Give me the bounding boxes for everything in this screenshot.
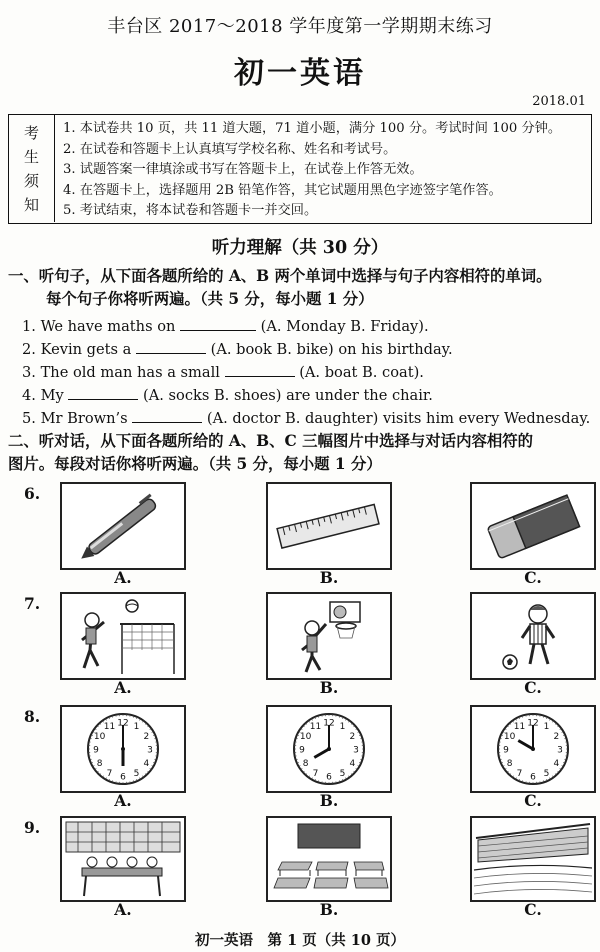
- football-icon[interactable]: [470, 592, 596, 680]
- option-label: A.: [114, 900, 132, 919]
- svg-text:6: 6: [326, 772, 332, 783]
- notice-label-char: 生: [23, 148, 39, 167]
- svg-text:8: 8: [506, 759, 513, 769]
- question-9-number: 9.: [24, 818, 41, 837]
- question-8-number: 8.: [24, 707, 41, 726]
- clock-eight-icon[interactable]: [266, 705, 392, 793]
- page-footer: 初一英语 第 1 页（共 10 页）: [195, 932, 405, 949]
- svg-text:7: 7: [516, 768, 523, 779]
- library-icon[interactable]: [60, 816, 186, 902]
- answer-blank[interactable]: [68, 385, 138, 400]
- notice-list: [63, 119, 561, 222]
- svg-text:12: 12: [323, 718, 335, 729]
- option-label: A.: [114, 568, 132, 587]
- section-title: 听力理解（共 30 分）: [211, 238, 389, 258]
- svg-text:5: 5: [133, 768, 140, 779]
- svg-text:1: 1: [339, 722, 346, 733]
- part2-heading-line2: 图片。每段对话你将听两遍。（共 5 分，每小题 1 分）: [8, 455, 382, 473]
- question-4: 4. My (A. socks B. shoes) are under the chair.: [22, 387, 433, 404]
- clock-six-icon[interactable]: [60, 705, 186, 793]
- clock-ten-icon[interactable]: [470, 705, 596, 793]
- answer-blank[interactable]: [136, 339, 206, 354]
- svg-text:4: 4: [553, 759, 560, 769]
- option-label: B.: [319, 791, 339, 810]
- svg-text:3: 3: [557, 745, 563, 756]
- question-6-number: 6.: [24, 484, 41, 503]
- notice-item: 4. 在答题卡上，选择题用 2B 铅笔作答，其它试题用黑色字迹签字笔作答。: [63, 182, 502, 198]
- exam-title: 丰台区 2017～2018 学年度第一学期期末练习: [107, 16, 493, 37]
- question-2: 2. Kevin gets a (A. book B. bike) on his birthday.: [22, 341, 453, 358]
- question-3: 3. The old man has a small (A. boat B. coat).: [22, 364, 424, 381]
- option-label: C.: [524, 568, 542, 587]
- stadium-icon[interactable]: [470, 816, 596, 902]
- part1-heading-line1: 一、听句子，从下面各题所给的 A、B 两个单词中选择与句子内容相符的单词。: [8, 267, 552, 285]
- exam-date: 2018.01: [532, 94, 586, 109]
- notice-item: 1. 本试卷共 10 页，共 11 道大题，71 道小题，满分 100 分。考试时间 100 分钟。: [63, 121, 562, 136]
- svg-text:4: 4: [349, 759, 356, 769]
- notice-label-char: 知: [23, 195, 39, 214]
- answer-blank[interactable]: [180, 316, 256, 331]
- option-label: C.: [524, 900, 542, 919]
- svg-text:4: 4: [143, 759, 150, 769]
- part1-heading-line2: 每个句子你将听两遍。（共 5 分，每小题 1 分）: [46, 290, 374, 308]
- svg-text:11: 11: [103, 722, 116, 733]
- pen-icon[interactable]: [60, 482, 186, 570]
- part1-heading: [8, 265, 594, 311]
- option-label: C.: [524, 791, 542, 810]
- volleyball-icon[interactable]: [60, 592, 186, 680]
- classroom-icon[interactable]: [266, 816, 392, 902]
- notice-label: [9, 115, 55, 222]
- svg-text:9: 9: [93, 745, 99, 756]
- svg-text:12: 12: [117, 718, 129, 729]
- part2-heading: [8, 430, 594, 476]
- svg-text:10: 10: [299, 732, 312, 742]
- svg-text:7: 7: [106, 768, 113, 779]
- svg-text:3: 3: [147, 745, 153, 756]
- question-7-number: 7.: [24, 594, 41, 613]
- svg-text:2: 2: [143, 732, 150, 742]
- basketball-icon[interactable]: [266, 592, 392, 680]
- option-label: B.: [319, 568, 339, 587]
- option-label: B.: [319, 900, 339, 919]
- option-label: A.: [114, 678, 132, 697]
- option-label: C.: [524, 678, 542, 697]
- svg-text:11: 11: [309, 722, 322, 733]
- svg-text:12: 12: [527, 718, 539, 729]
- answer-blank[interactable]: [132, 408, 202, 423]
- eraser-icon[interactable]: [470, 482, 596, 570]
- question-5: 5. Mr Brown’s (A. doctor B. daughter) visits him every Wednesday.: [22, 410, 591, 427]
- subject-title: 初一英语: [234, 56, 366, 91]
- svg-text:3: 3: [353, 745, 359, 756]
- svg-text:5: 5: [543, 768, 550, 779]
- svg-text:8: 8: [96, 759, 103, 769]
- svg-text:9: 9: [299, 745, 305, 756]
- notice-label-char: 须: [23, 171, 39, 190]
- answer-blank[interactable]: [225, 362, 295, 377]
- svg-text:2: 2: [349, 732, 356, 742]
- notice-box: [8, 114, 592, 224]
- notice-item: 5. 考试结束，将本试卷和答题卡一并交回。: [63, 203, 318, 218]
- svg-text:5: 5: [339, 768, 346, 779]
- question-1: 1. We have maths on (A. Monday B. Friday).: [22, 318, 429, 335]
- option-label: A.: [114, 791, 132, 810]
- part2-heading-line1: 二、听对话，从下面各题所给的 A、B、C 三幅图片中选择与对话内容相符的: [8, 432, 534, 450]
- notice-item: 2. 在试卷和答题卡上认真填写学校名称、姓名和考试号。: [63, 141, 397, 157]
- svg-text:2: 2: [553, 732, 560, 742]
- ruler-icon[interactable]: [266, 482, 392, 570]
- svg-text:6: 6: [120, 772, 126, 783]
- svg-text:6: 6: [530, 772, 536, 783]
- svg-text:8: 8: [302, 759, 309, 769]
- notice-label-char: 考: [23, 124, 39, 143]
- svg-text:11: 11: [513, 722, 526, 733]
- svg-text:10: 10: [503, 732, 516, 742]
- svg-text:9: 9: [503, 745, 509, 756]
- svg-text:1: 1: [133, 722, 140, 733]
- option-label: B.: [319, 678, 339, 697]
- svg-text:1: 1: [543, 722, 550, 733]
- notice-item: 3. 试题答案一律填涂或书写在答题卡上，在试卷上作答无效。: [63, 162, 423, 177]
- svg-text:10: 10: [93, 732, 106, 742]
- svg-text:7: 7: [312, 768, 319, 779]
